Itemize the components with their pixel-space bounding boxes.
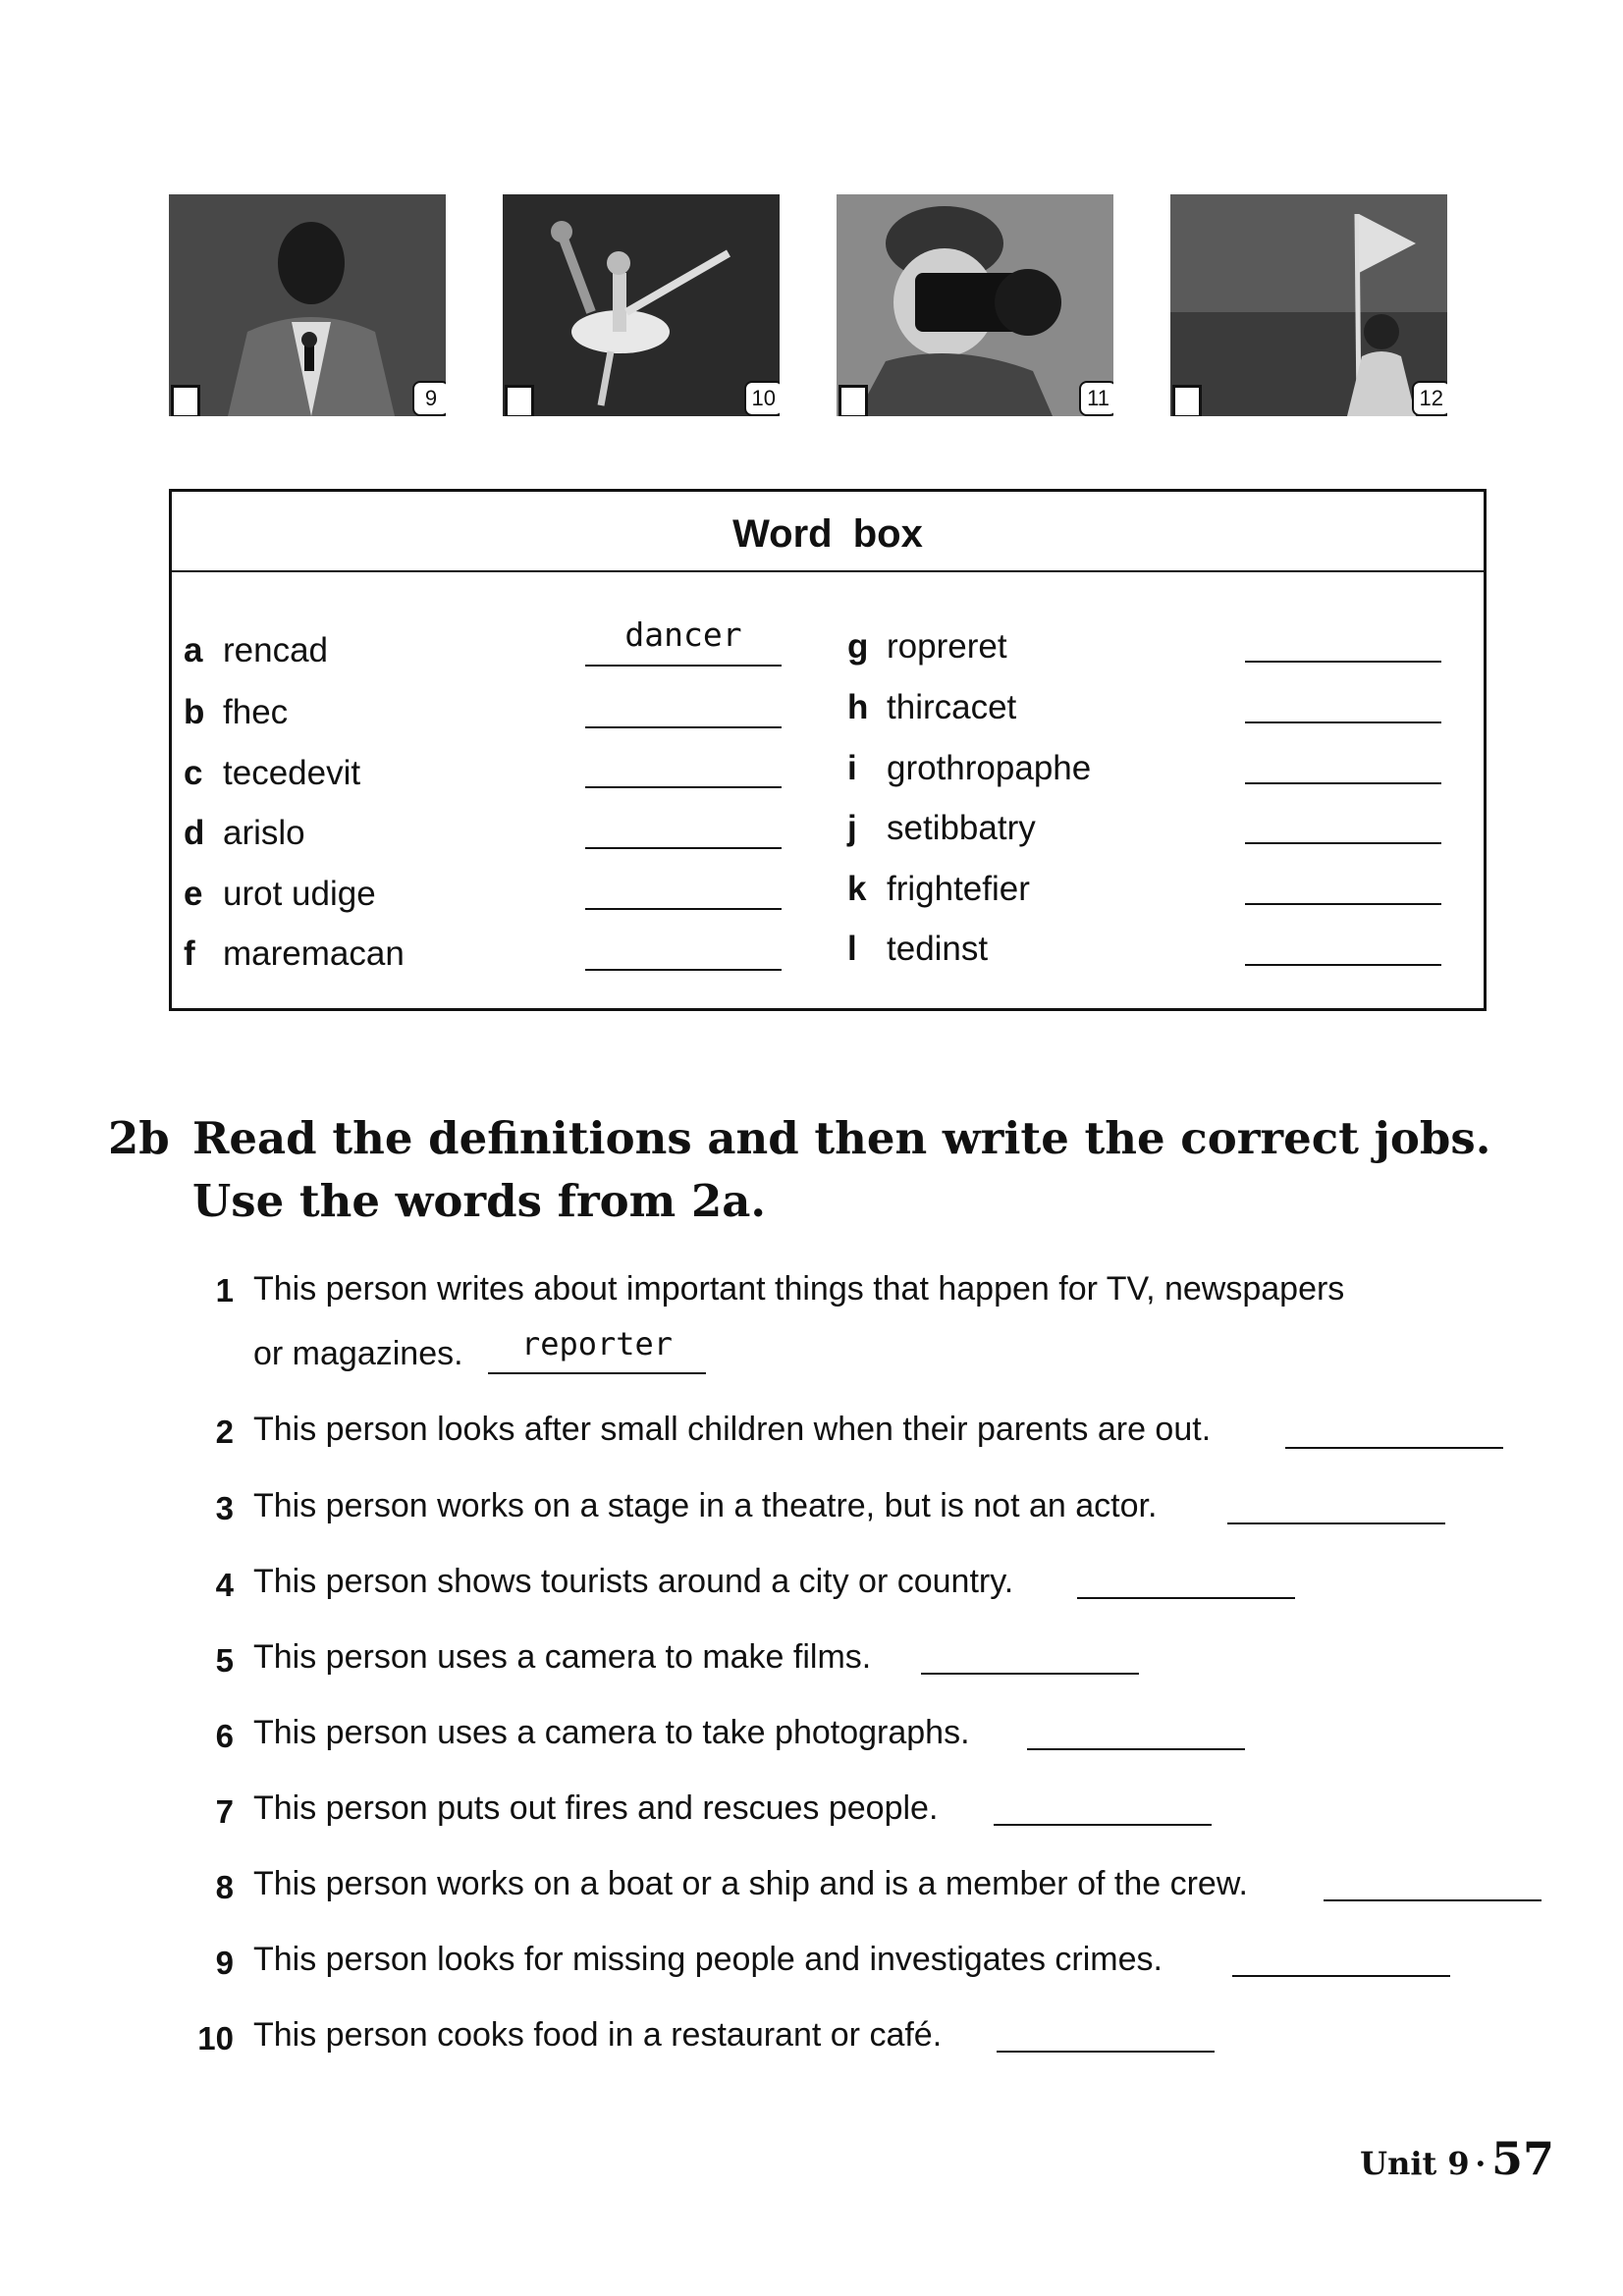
item-word: tedinst xyxy=(887,930,989,968)
word-box-item-d xyxy=(184,809,305,858)
question-text: This person shows tourists around a city or country. xyxy=(253,1563,1014,1600)
word-box-item-b xyxy=(184,688,288,737)
answer-line-3[interactable] xyxy=(1227,1522,1445,1524)
question-number: 3 xyxy=(215,1490,234,1526)
item-letter: c xyxy=(184,754,203,792)
item-word: maremacan xyxy=(223,934,405,973)
word-box-item-c xyxy=(184,749,360,798)
photo-11-checkbox[interactable] xyxy=(839,385,868,416)
answer-1: reporter xyxy=(520,1325,674,1362)
question-text: This person writes about important things that happen for TV, newspapers xyxy=(253,1270,1345,1308)
word-box-item-k xyxy=(847,865,1030,914)
photo-12-number: 12 xyxy=(1412,381,1447,416)
answer-line-10[interactable] xyxy=(997,2051,1215,2053)
photo-10-checkbox[interactable] xyxy=(505,385,534,416)
item-word: thircacet xyxy=(887,688,1017,726)
question-number: 1 xyxy=(215,1272,234,1308)
photo-12-checkbox[interactable] xyxy=(1172,385,1202,416)
question-number: 6 xyxy=(215,1718,234,1754)
word-box-item-f xyxy=(184,930,405,979)
item-letter: d xyxy=(184,814,205,852)
question-number: 9 xyxy=(215,1945,234,1981)
question-number: 5 xyxy=(215,1642,234,1679)
page-number: 57 xyxy=(1490,2132,1554,2185)
item-word: frightefier xyxy=(887,870,1030,908)
answer-line-g[interactable] xyxy=(1245,661,1441,663)
answer-line-h[interactable] xyxy=(1245,721,1441,723)
answer-line-5[interactable] xyxy=(921,1673,1139,1675)
question-number: 7 xyxy=(215,1793,234,1830)
item-letter: g xyxy=(847,627,869,666)
word-box xyxy=(169,489,1487,1011)
item-letter: e xyxy=(184,875,203,913)
item-letter: f xyxy=(184,934,195,973)
question-text: This person uses a camera to make films. xyxy=(253,1638,872,1676)
item-word: urot udige xyxy=(223,875,376,913)
answer-line-2[interactable] xyxy=(1285,1447,1503,1449)
tour-guide-photo-illustration xyxy=(1170,194,1447,416)
question-text: This person uses a camera to take photographs. xyxy=(253,1714,970,1751)
answer-line-6[interactable] xyxy=(1027,1748,1245,1750)
word-box-title: Word box xyxy=(172,492,1484,572)
answer-line-9[interactable] xyxy=(1232,1975,1450,1977)
question-number: 2 xyxy=(215,1414,234,1450)
answer-line-b[interactable] xyxy=(585,726,782,728)
speaker-photo-illustration xyxy=(169,194,446,416)
question-number: 10 xyxy=(197,2020,234,2056)
item-letter: h xyxy=(847,688,869,726)
photo-12 xyxy=(1170,194,1447,416)
answer-line-l[interactable] xyxy=(1245,964,1441,966)
question-text: This person works on a stage in a theatre, but is not an actor. xyxy=(253,1487,1158,1524)
answer-line-j[interactable] xyxy=(1245,842,1441,844)
item-letter: i xyxy=(847,749,857,787)
answer-line-k[interactable] xyxy=(1245,903,1441,905)
answer-line-1[interactable] xyxy=(488,1372,706,1374)
page-footer xyxy=(1360,2132,1554,2185)
answer-line-a[interactable] xyxy=(585,665,782,667)
answer-a: dancer xyxy=(624,615,742,654)
exercise-number: 2b xyxy=(108,1112,170,1164)
item-letter: a xyxy=(184,631,203,669)
question-text: This person cooks food in a restaurant or café. xyxy=(253,2016,943,2054)
answer-line-e[interactable] xyxy=(585,908,782,910)
instruction-line-1: Read the definitions and then write the correct jobs. xyxy=(192,1112,1491,1164)
word-box-item-h xyxy=(847,683,1016,732)
answer-line-c[interactable] xyxy=(585,786,782,788)
word-box-item-g xyxy=(847,622,1007,671)
item-letter: b xyxy=(184,693,205,731)
answer-line-f[interactable] xyxy=(585,969,782,971)
answer-line-d[interactable] xyxy=(585,847,782,849)
photo-10 xyxy=(503,194,780,416)
item-letter: k xyxy=(847,870,867,908)
word-box-item-i xyxy=(847,744,1091,793)
word-box-item-l xyxy=(847,925,988,974)
photo-10-number: 10 xyxy=(744,381,780,416)
ballet-photo-illustration xyxy=(503,194,780,416)
answer-line-i[interactable] xyxy=(1245,782,1441,784)
question-number: 8 xyxy=(215,1869,234,1905)
word-box-item-e xyxy=(184,870,376,919)
photo-11 xyxy=(837,194,1113,416)
question-number: 4 xyxy=(215,1567,234,1603)
footer-separator: · xyxy=(1475,2145,1487,2182)
photo-9-number: 9 xyxy=(412,381,446,416)
instruction-line-2: Use the words from 2a. xyxy=(192,1175,767,1227)
photo-9 xyxy=(169,194,446,416)
answer-line-8[interactable] xyxy=(1324,1899,1542,1901)
question-text: This person looks after small children when their parents are out. xyxy=(253,1411,1212,1448)
item-word: grothropaphe xyxy=(887,749,1092,787)
question-text-continued: or magazines. xyxy=(253,1335,463,1372)
exercise-instructions xyxy=(192,1107,1528,1233)
item-letter: l xyxy=(847,930,857,968)
photo-11-number: 11 xyxy=(1079,381,1113,416)
item-word: ropreret xyxy=(887,627,1007,666)
item-letter: j xyxy=(847,809,857,847)
item-word: setibbatry xyxy=(887,809,1036,847)
word-box-item-a xyxy=(184,626,328,675)
unit-label: Unit 9 xyxy=(1360,2145,1470,2182)
photo-9-checkbox[interactable] xyxy=(171,385,200,416)
answer-line-4[interactable] xyxy=(1077,1597,1295,1599)
item-word: fhec xyxy=(223,693,289,731)
word-box-item-j xyxy=(847,804,1036,853)
camera-photo-illustration xyxy=(837,194,1113,416)
question-text: This person works on a boat or a ship and is a member of the crew. xyxy=(253,1865,1248,1902)
answer-line-7[interactable] xyxy=(994,1824,1212,1826)
question-text: This person looks for missing people and investigates crimes. xyxy=(253,1941,1163,1978)
item-word: arislo xyxy=(223,814,305,852)
item-word: tecedevit xyxy=(223,754,361,792)
item-word: rencad xyxy=(223,631,329,669)
question-text: This person puts out fires and rescues people. xyxy=(253,1789,939,1827)
